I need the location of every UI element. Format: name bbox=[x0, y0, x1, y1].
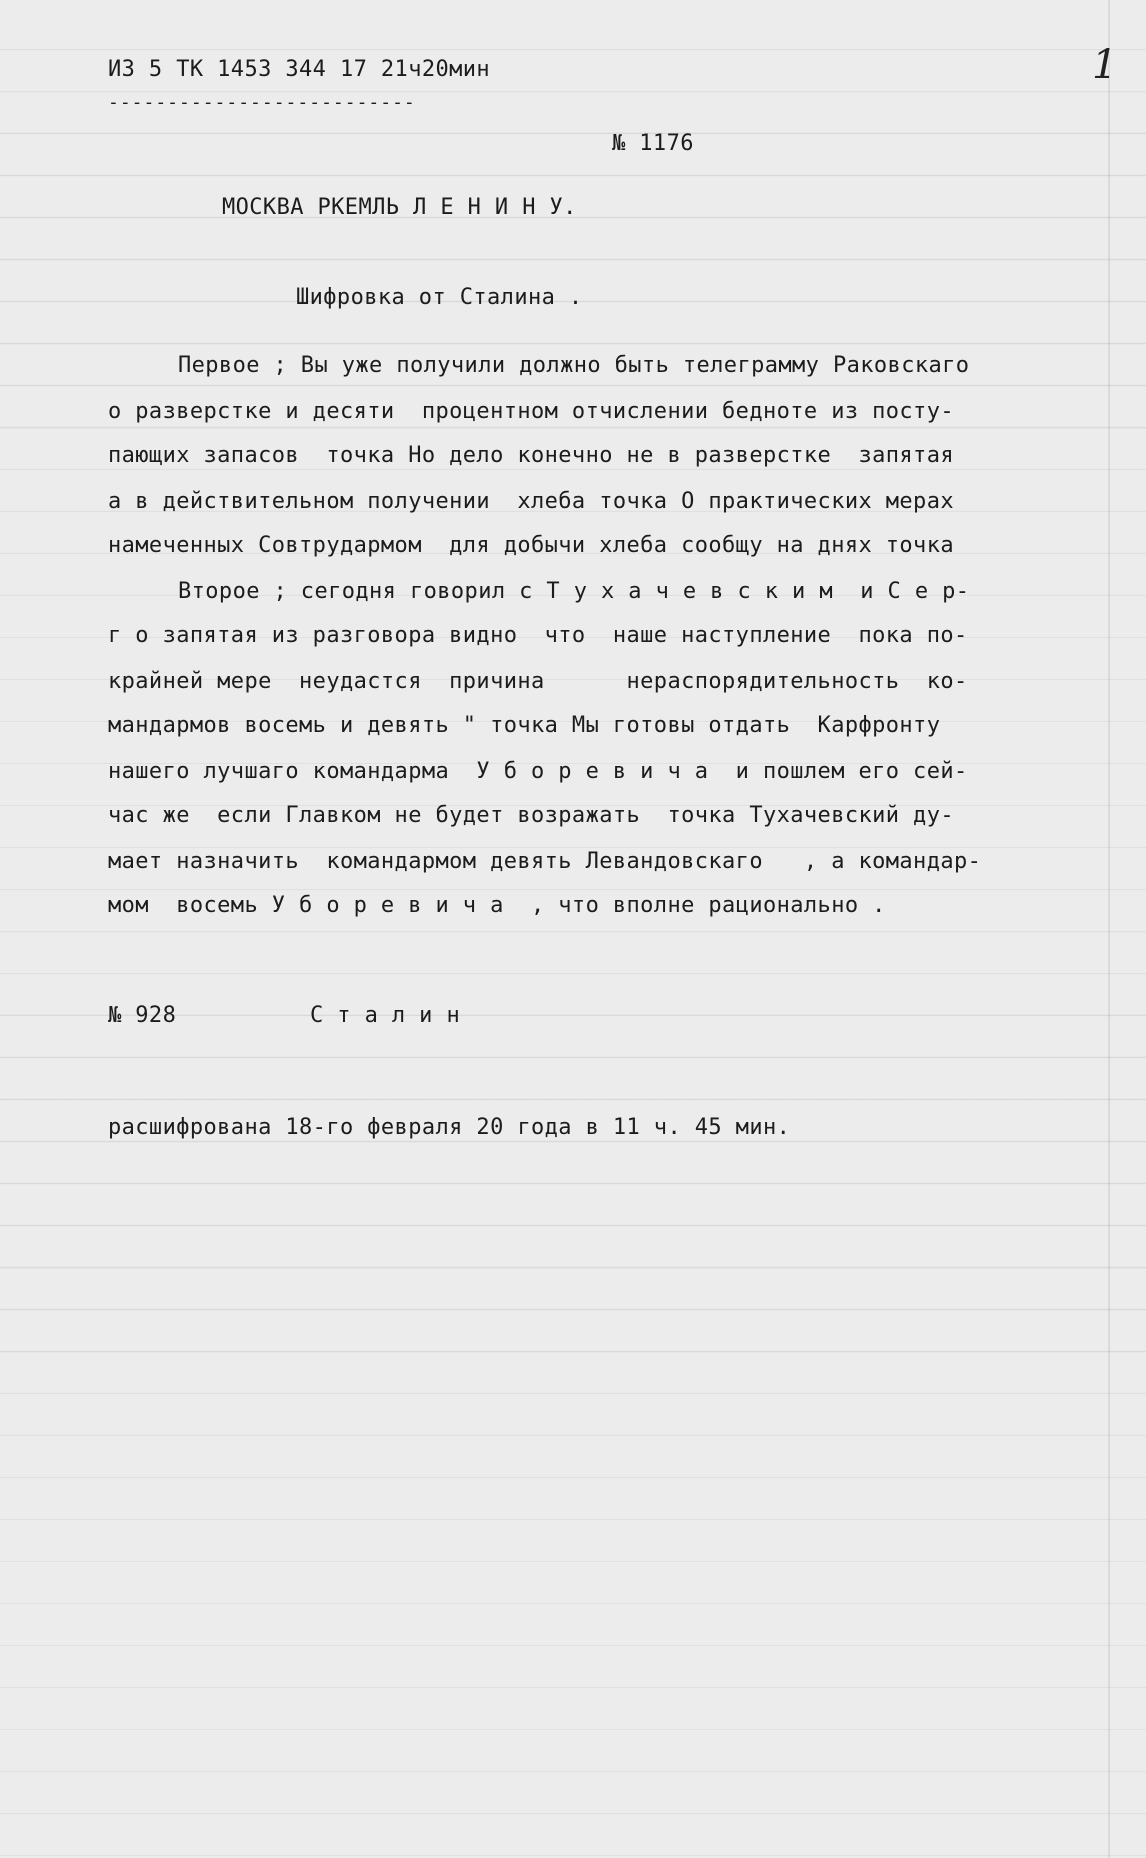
page-number: 1 bbox=[1092, 42, 1118, 88]
paper-fold bbox=[1108, 0, 1110, 1858]
decryption-note: расшифрована 18-го февраля 20 года в 11 ч. 45 мин. bbox=[108, 1115, 791, 1140]
body-line-9: мандармов восемь и девять " точка Мы готовы отдать Карфронту bbox=[108, 713, 941, 738]
body-line-3: пающих запасов точка Но дело конечно не в разверстке запятая bbox=[108, 443, 954, 468]
body-line-8: крайней мере неудастся причина нераспорядительность ко- bbox=[108, 669, 968, 694]
subject-line: Шифровка от Сталина . bbox=[296, 285, 583, 310]
body-line-13: мом восемь У б о р е в и ч а , что вполне рационально . bbox=[108, 893, 886, 918]
signature-name: С т а л и н bbox=[310, 1003, 461, 1028]
body-line-12: мает назначить командармом девять Левандовскаго , а командар- bbox=[108, 849, 982, 874]
body-line-10: нашего лучшаго командарма У б о р е в и ч а и пошлем его сей- bbox=[108, 759, 968, 784]
telegram-number: № 1176 bbox=[612, 131, 694, 156]
header-rule: -------------------------- bbox=[108, 92, 416, 113]
body-line-7: г о запятая из разговора видно что наше наступление пока по- bbox=[108, 623, 968, 648]
body-line-5: намеченных Совтрудармом для добычи хлеба сообщу на днях точка bbox=[108, 533, 954, 558]
body-line-11: час же если Главком не будет возражать точка Тухачевский ду- bbox=[108, 803, 954, 828]
body-line-2: о разверстке и десяти процентном отчислении бедноте из посту- bbox=[108, 399, 954, 424]
addressee: МОСКВА РКЕМЛЬ Л Е Н И Н У. bbox=[222, 195, 577, 220]
cipher-number: № 928 bbox=[108, 1003, 177, 1028]
body-line-6: Второе ; сегодня говорил с Т у х а ч е в с к и м и С е р- bbox=[178, 579, 970, 604]
body-line-1: Первое ; Вы уже получили должно быть телеграмму Раковскаго bbox=[178, 353, 970, 378]
body-line-4: а в действительном получении хлеба точка О практических мерах bbox=[108, 489, 954, 514]
transmission-header: ИЗ 5 ТК 1453 344 17 21ч20мин bbox=[108, 57, 491, 82]
